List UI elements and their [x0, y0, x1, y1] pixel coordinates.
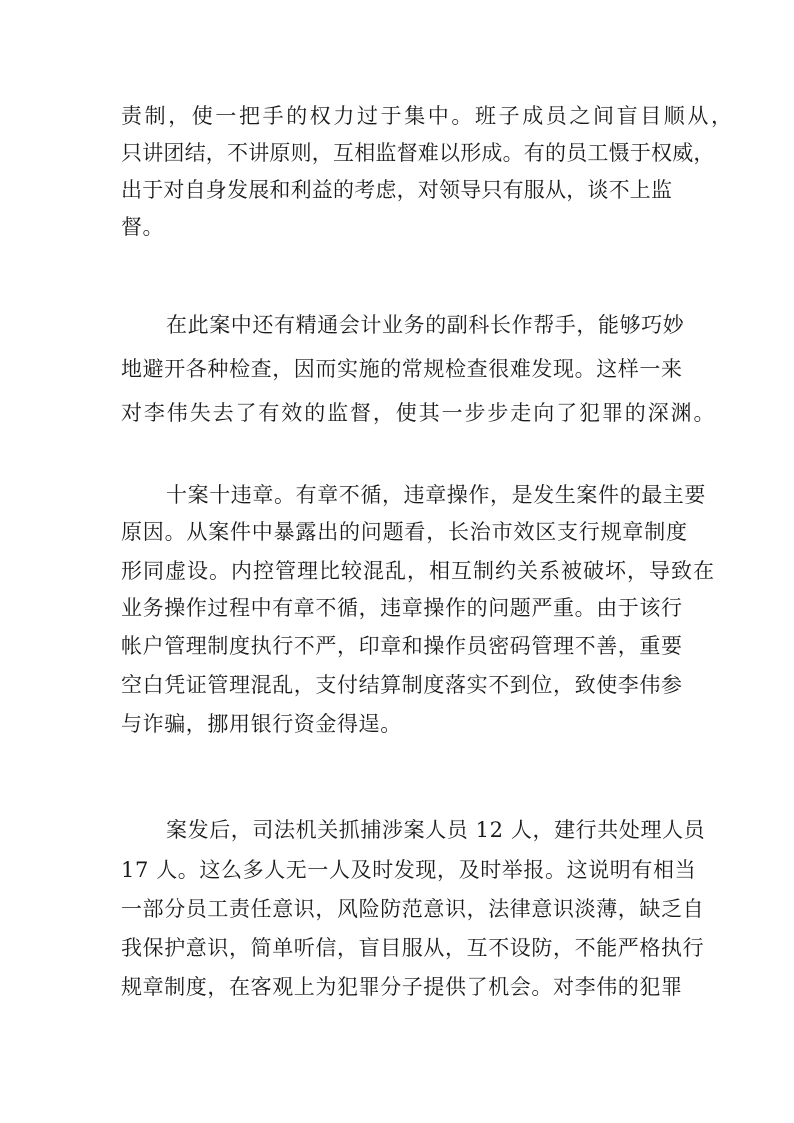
text-line: 十案十违章。有章不循，违章操作，是发生案件的最主要 — [166, 483, 706, 507]
text-line: 业务操作过程中有章不循，违章操作的问题严重。由于该行 — [121, 596, 683, 620]
text-line: 17 人。这么多人无一人及时发现，及时举报。这说明有相当 — [121, 858, 697, 882]
text-line: 我保护意识，简单听信，盲目服从，互不设防，不能严格执行 — [121, 936, 705, 960]
text-line: 只讲团结，不讲原则，互相监督难以形成。有的员工慑于权威， — [121, 141, 715, 165]
text-line: 形同虚设。内控管理比较混乱，相互制约关系被破坏，导致在 — [121, 559, 715, 583]
text-line: 原因。从案件中暴露出的问题看，长治市效区支行规章制度 — [121, 520, 688, 544]
text-line: 帐户管理制度执行不严，印章和操作员密码管理不善，重要 — [121, 634, 683, 658]
text-line: 规章制度，在客观上为犯罪分子提供了机会。对李伟的犯罪 — [121, 975, 683, 999]
text-line: 对李伟失去了有效的监督，使其一步步走向了犯罪的深渊。 — [121, 401, 717, 425]
text-line: 出于对自身发展和利益的考虑，对领导只有服从，谈不上监 — [121, 178, 673, 202]
text-line: 在此案中还有精通会计业务的副科长作帮手，能够巧妙 — [166, 313, 685, 337]
text-line: 案发后，司法机关抓捕涉案人员 12 人，建行共处理人员 — [166, 818, 706, 842]
text-line: 地避开各种检查，因而实施的常规检查很难发现。这样一来 — [121, 357, 683, 381]
text-line: 与诈骗，挪用银行资金得逞。 — [121, 712, 402, 736]
text-line: 责制，使一把手的权力过于集中。班子成员之间盲目顺从， — [121, 104, 735, 128]
text-line: 空白凭证管理混乱，支付结算制度落实不到位，致使李伟参 — [121, 673, 683, 697]
text-line: 督。 — [121, 215, 164, 239]
text-line: 一部分员工责任意识，风险防范意识，法律意识淡薄，缺乏自 — [121, 897, 705, 921]
